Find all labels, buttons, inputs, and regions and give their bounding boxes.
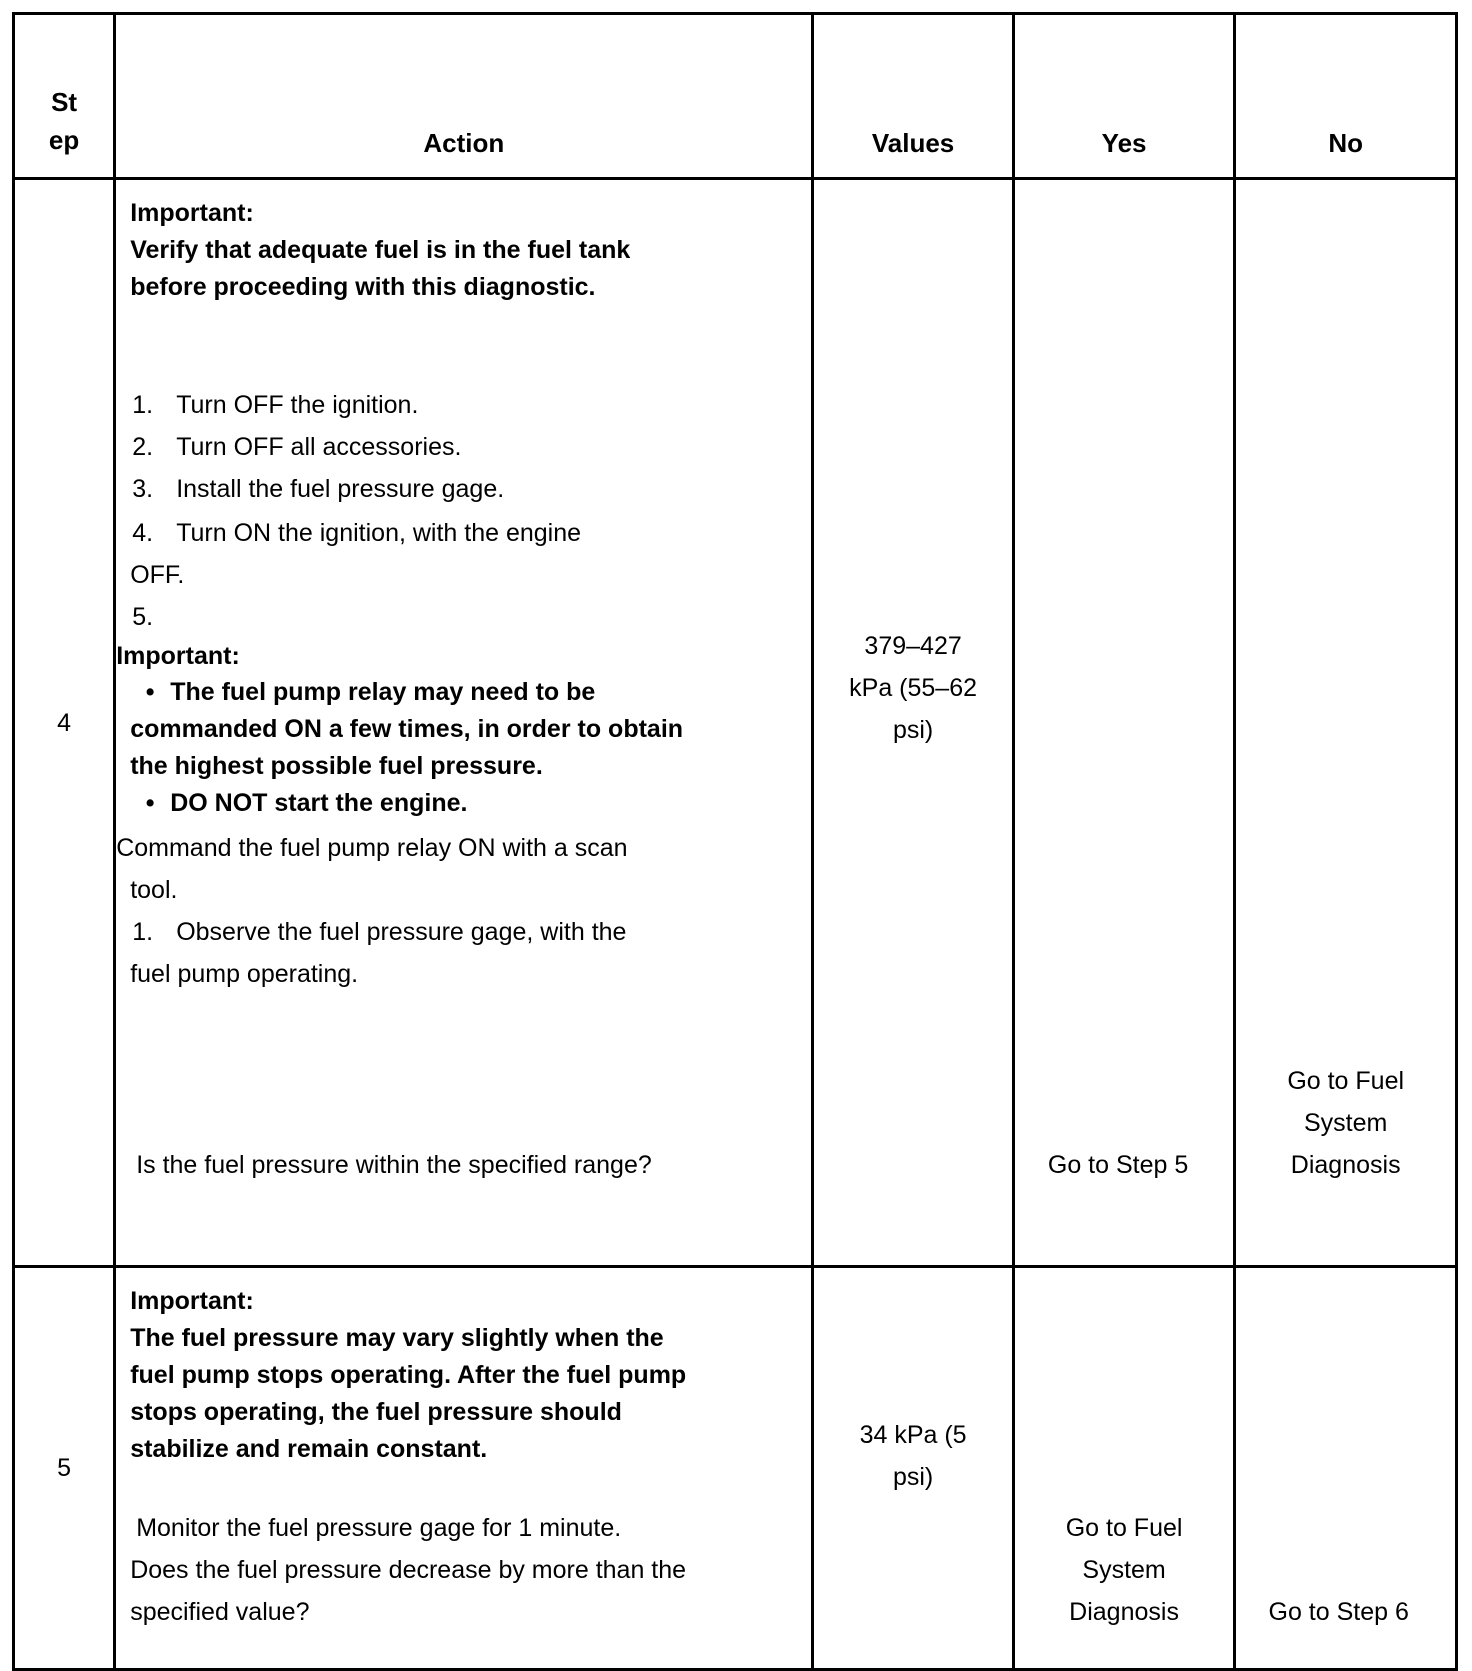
action-cell — [115, 179, 813, 1267]
header-row — [14, 14, 1457, 179]
bullet-text: DO NOT start the engine. — [170, 789, 468, 817]
step-number: 5 — [14, 1267, 115, 1670]
values-cell — [813, 179, 1013, 1267]
question-text-line: specified value? — [130, 1598, 310, 1626]
header-no: No — [1235, 14, 1457, 179]
values-cell — [813, 1267, 1013, 1670]
diagnostic-table — [12, 12, 1458, 1671]
bullet-item — [130, 784, 467, 822]
list-number: 1. — [132, 918, 154, 946]
bullet-text-line: commanded ON a few times, in order to obtain — [130, 715, 684, 743]
header-step-line2: ep — [48, 125, 80, 155]
important-text-line: before proceeding with this diagnostic. — [130, 273, 596, 301]
no-action-line: Diagnosis — [1290, 1151, 1401, 1179]
step-row-4 — [14, 179, 1457, 1267]
important-text-line: Verify that adequate fuel is in the fuel tank — [130, 236, 631, 264]
bullet-text-line: the highest possible fuel pressure. — [130, 752, 543, 780]
yes-action-line: Go to Fuel — [1065, 1514, 1183, 1542]
yes-cell — [1013, 179, 1235, 1267]
important-text-line: fuel pump stops operating. After the fuel pump — [130, 1361, 687, 1389]
important-text-line: stops operating, the fuel pressure should — [130, 1398, 622, 1426]
question-text: Is the fuel pressure within the specified range? — [136, 1151, 652, 1179]
question-text-line: Does the fuel pressure decrease by more than the — [130, 1556, 687, 1584]
command-text-line: tool. — [130, 876, 178, 904]
list-item — [132, 910, 626, 954]
list-number: 1. — [132, 391, 154, 419]
values-line: kPa (55–62 — [849, 674, 978, 702]
list-text: Turn ON the ignition, with the engine — [176, 519, 582, 547]
list-text: Turn OFF all accessories. — [176, 433, 462, 461]
list-number: 4. — [132, 519, 154, 547]
values-line: 34 kPa (5 — [859, 1421, 967, 1449]
command-text-line: Command the fuel pump relay ON with a scan — [116, 834, 628, 862]
step-number: 4 — [14, 179, 115, 1267]
step-row-5 — [14, 1267, 1457, 1670]
header-step — [14, 14, 115, 179]
no-cell — [1235, 1267, 1457, 1670]
list-number: 2. — [132, 433, 154, 461]
action-cell — [115, 1267, 813, 1670]
no-cell — [1235, 179, 1457, 1267]
values-line: psi) — [892, 1463, 934, 1491]
bullet-item — [130, 673, 595, 711]
list-number: 5. — [132, 603, 154, 631]
no-action-line: System — [1304, 1109, 1388, 1137]
important-label: Important: — [116, 642, 240, 670]
list-text: Install the fuel pressure gage. — [176, 475, 505, 503]
monitor-text: Monitor the fuel pressure gage for 1 minute. — [136, 1514, 622, 1542]
header-yes: Yes — [1013, 14, 1235, 179]
list-item — [132, 467, 504, 511]
important-label: Important: — [130, 199, 254, 227]
list-item — [132, 511, 581, 555]
important-text-line: stabilize and remain constant. — [130, 1435, 488, 1463]
header-values: Values — [813, 14, 1013, 179]
no-action-line: Go to Fuel — [1287, 1067, 1405, 1095]
yes-action: Go to Step 5 — [1047, 1151, 1189, 1179]
values-line: 379–427 — [864, 632, 962, 660]
no-action: Go to Step 6 — [1268, 1598, 1409, 1626]
yes-cell — [1013, 1267, 1235, 1670]
values-line: psi) — [892, 716, 934, 744]
bullet-text: The fuel pump relay may need to be — [170, 678, 596, 706]
list-text: Turn OFF the ignition. — [176, 391, 419, 419]
list-number: 3. — [132, 475, 154, 503]
bullet-icon: • — [145, 789, 155, 817]
list-item — [132, 383, 418, 427]
important-text-line: The fuel pressure may vary slightly when the — [130, 1324, 664, 1352]
yes-action-line: Diagnosis — [1069, 1598, 1179, 1626]
header-action: Action — [115, 14, 813, 179]
bullet-icon: • — [145, 678, 155, 706]
list-item — [132, 425, 461, 469]
header-step-line1: St — [51, 87, 78, 117]
list-text: Observe the fuel pressure gage, with the — [176, 918, 627, 946]
list-item-continuation: fuel pump operating. — [130, 960, 359, 988]
list-item-continuation: OFF. — [130, 561, 185, 589]
yes-action-line: System — [1082, 1556, 1166, 1584]
important-label: Important: — [130, 1287, 254, 1315]
